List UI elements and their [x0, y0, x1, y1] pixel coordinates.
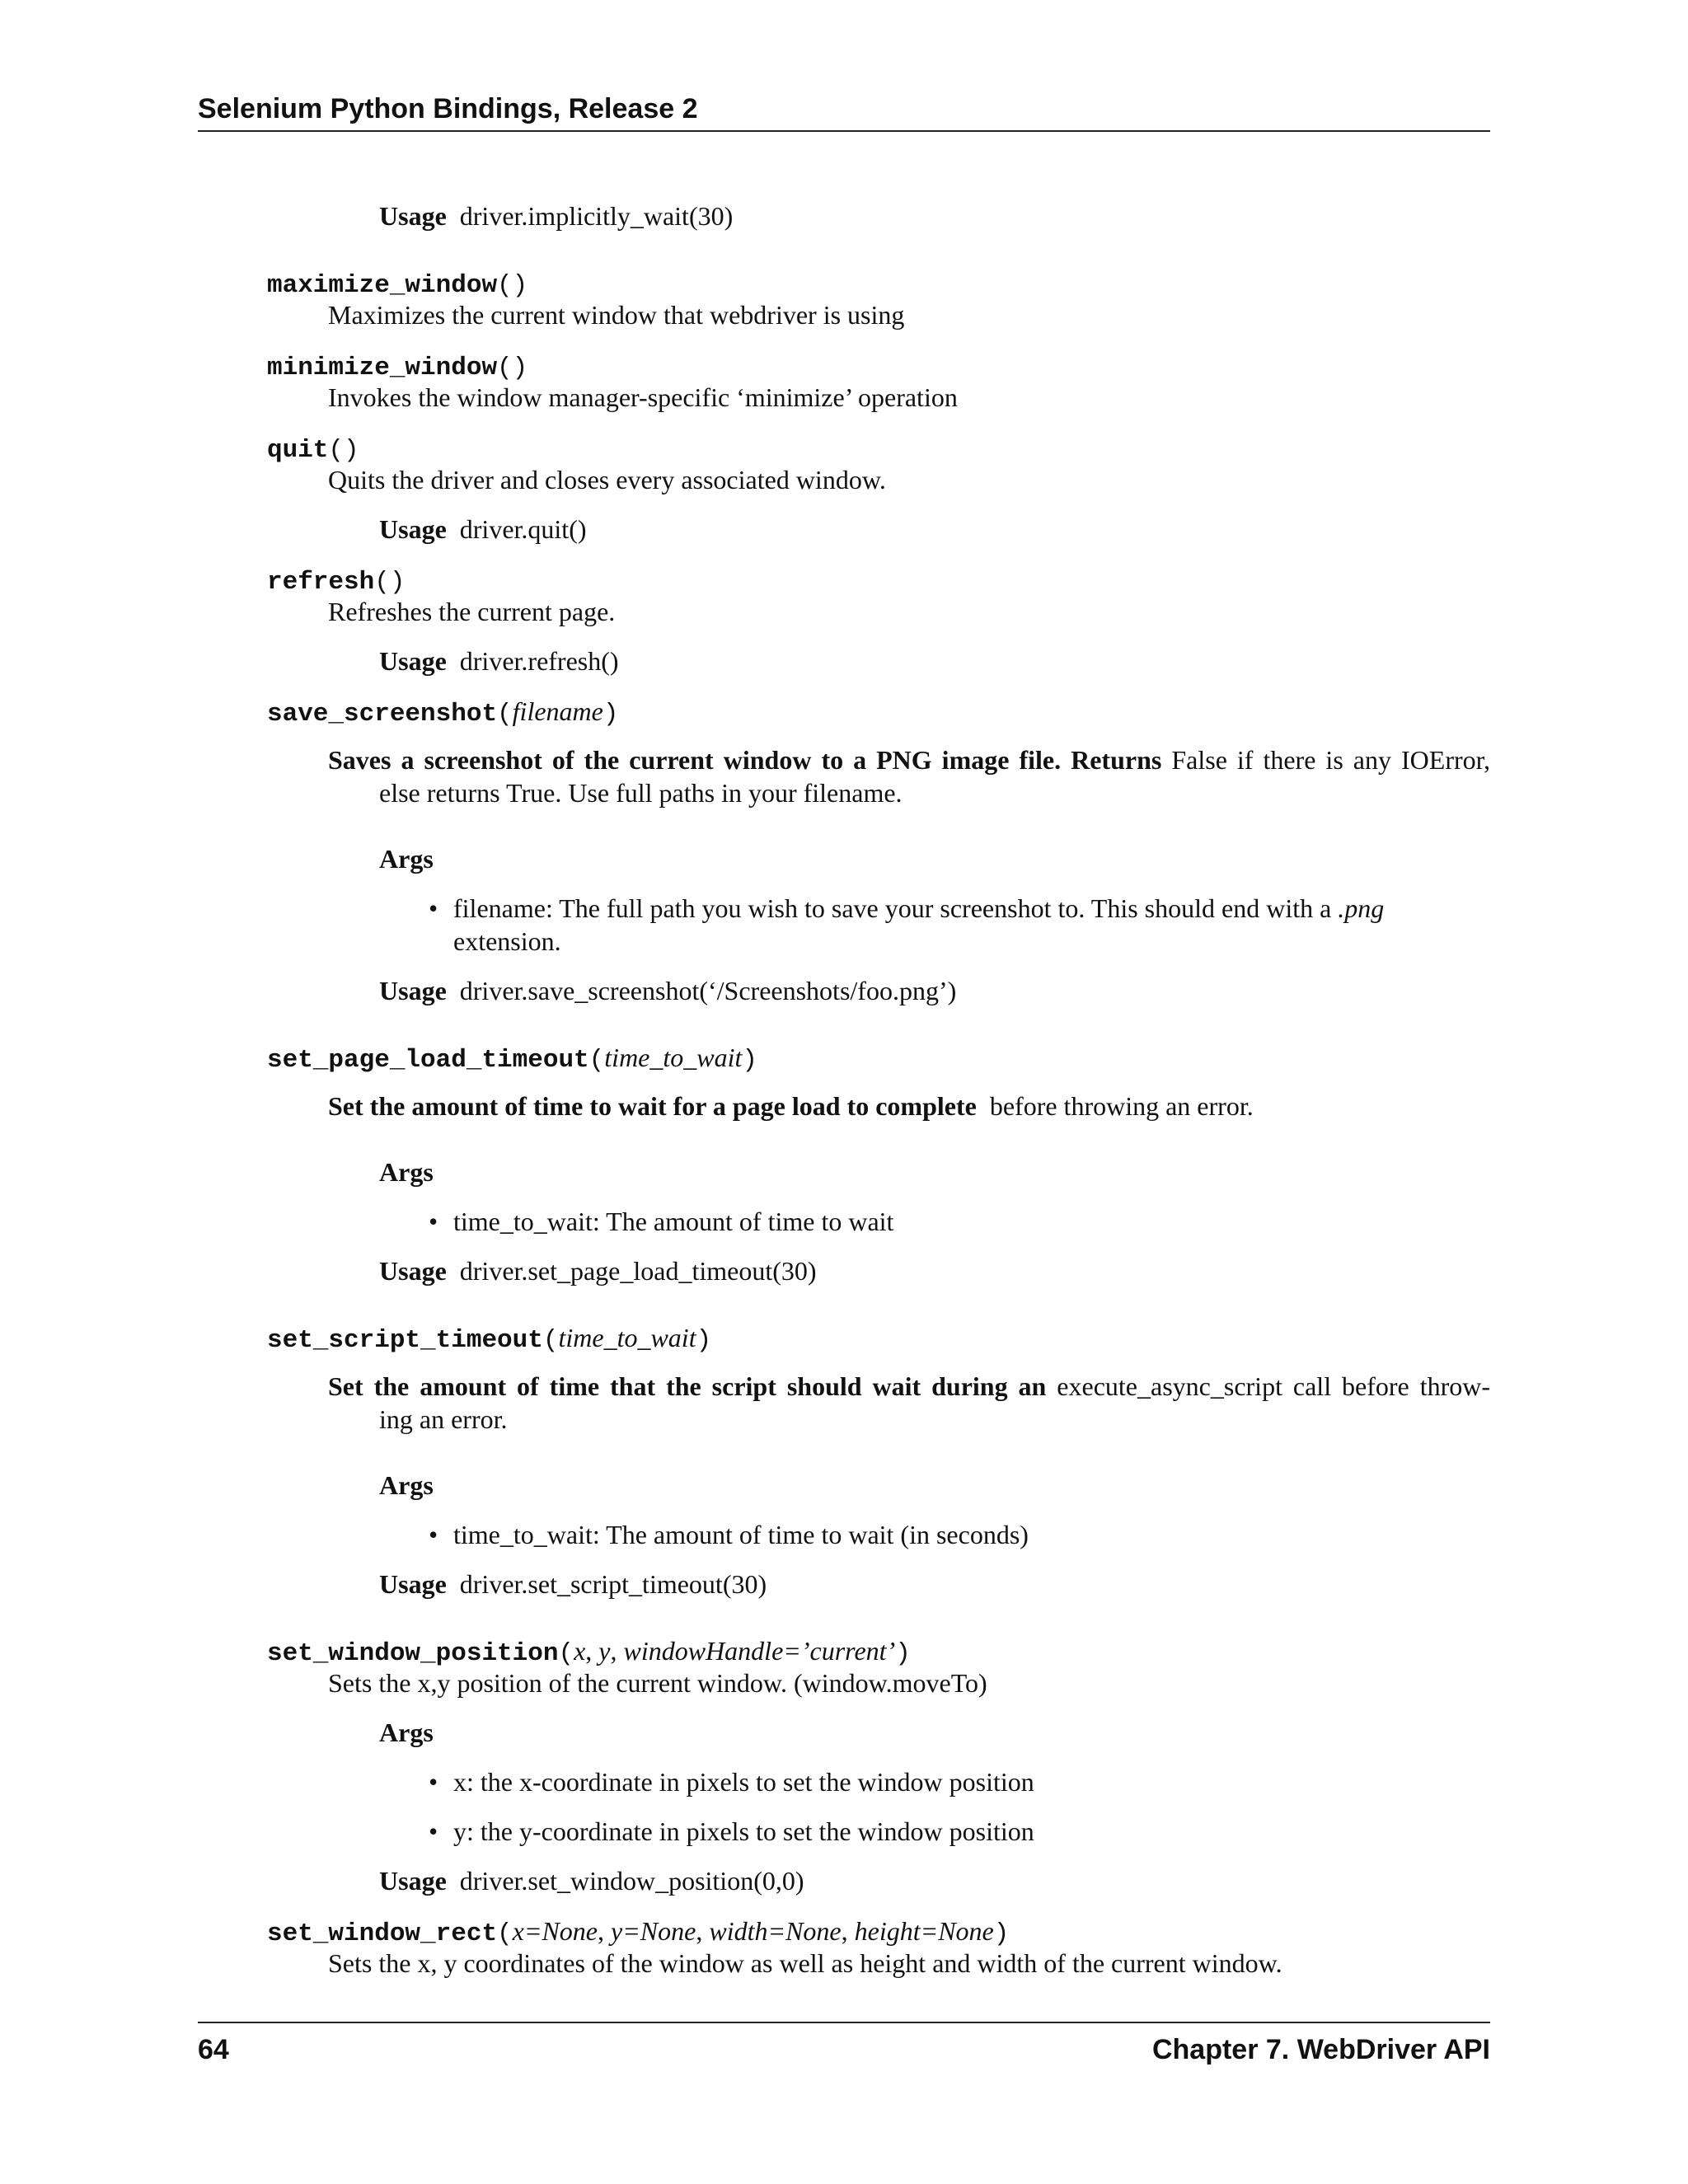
- method-name: minimize_window: [267, 354, 498, 382]
- usage-code: driver.quit(): [459, 514, 587, 544]
- usage-code: driver.set_script_timeout(30): [459, 1569, 767, 1599]
- usage-label: Usage: [379, 976, 447, 1005]
- arg-text: y: the y-coordinate in pixels to set the window position: [453, 1816, 1034, 1846]
- usage-code: driver.set_window_position(0,0): [459, 1866, 804, 1896]
- arg-ext: .png: [1338, 893, 1385, 923]
- set-window-position-description: Sets the x,y position of the current window. (window.moveTo): [328, 1668, 987, 1698]
- param-window-handle: windowHandle=’current’: [623, 1636, 896, 1666]
- set-window-position-arg-y: [429, 1815, 1034, 1848]
- set-script-timeout-args-label: Args: [379, 1470, 434, 1500]
- method-parens: (): [374, 568, 406, 597]
- save-screenshot-usage: [379, 974, 956, 1007]
- set-page-load-timeout-arg: [429, 1205, 893, 1238]
- param-y: y=None: [611, 1916, 696, 1946]
- param-close: ): [895, 1639, 911, 1668]
- arg-text: x: the x-coordinate in pixels to set the window position: [453, 1767, 1034, 1797]
- usage-label: Usage: [379, 514, 447, 544]
- maximize-window-description: Maximizes the current window that webdriver is using: [328, 300, 905, 330]
- save-screenshot-signature: [267, 695, 618, 731]
- method-name: set_script_timeout: [267, 1326, 543, 1355]
- arg-text: filename: The full path you wish to save your screenshot to. This should end with a: [453, 893, 1332, 923]
- method-name: set_window_position: [267, 1639, 559, 1668]
- param-close: ): [742, 1046, 757, 1075]
- method-parens: (): [497, 271, 528, 300]
- set-page-load-timeout-signature: [267, 1041, 757, 1077]
- param-height: height=None: [854, 1916, 994, 1946]
- page-footer: [198, 2022, 1490, 2073]
- method-name: set_page_load_timeout: [267, 1046, 589, 1075]
- set-script-timeout-arg: [429, 1518, 1029, 1551]
- set-window-rect-signature: [267, 1915, 1009, 1951]
- returns-text: False if there is any IOError,: [1171, 745, 1491, 775]
- description-bold: Set the amount of time to wait for a page load to complete: [328, 1091, 977, 1121]
- param-close: ): [603, 700, 619, 729]
- param-x: x=None: [512, 1916, 598, 1946]
- save-screenshot-arg-filename: [429, 892, 1384, 925]
- minimize-window-description: Invokes the window manager-specific ‘minimize’ operation: [328, 382, 958, 412]
- param-open: (: [558, 1639, 574, 1668]
- bullet: •: [429, 1816, 438, 1846]
- param-sep: ,: [696, 1916, 710, 1946]
- page-number: 64: [198, 2034, 229, 2065]
- quit-usage: [379, 513, 587, 546]
- set-script-timeout-usage: [379, 1568, 767, 1601]
- implicitly-wait-usage: [379, 199, 733, 232]
- description-rest: before throwing an error.: [989, 1091, 1254, 1121]
- param-time-to-wait: time_to_wait: [558, 1323, 696, 1352]
- set-window-position-arg-x: [429, 1765, 1034, 1798]
- refresh-signature: [267, 563, 405, 599]
- param-sep: ,: [585, 1636, 599, 1666]
- set-script-timeout-signature: [267, 1321, 711, 1357]
- method-name: refresh: [267, 568, 375, 597]
- method-name: set_window_rect: [267, 1919, 498, 1948]
- quit-description: Quits the driver and closes every associated window.: [328, 465, 886, 494]
- arg-text: time_to_wait: The amount of time to wait: [453, 1207, 894, 1236]
- method-parens: (): [497, 354, 528, 382]
- param-open: (: [497, 1919, 513, 1948]
- usage-code: driver.implicitly_wait(30): [459, 201, 734, 231]
- quit-signature: [267, 431, 359, 467]
- set-window-position-signature: [267, 1634, 911, 1671]
- set-script-timeout-description-cont: ing an error.: [379, 1404, 508, 1434]
- refresh-description: Refreshes the current page.: [328, 597, 616, 626]
- save-screenshot-arg-cont: extension.: [453, 926, 561, 956]
- maximize-window-signature: [267, 266, 528, 302]
- bullet: •: [429, 1207, 438, 1236]
- usage-label: Usage: [379, 646, 447, 676]
- usage-label: Usage: [379, 1569, 447, 1599]
- param-x: x: [574, 1636, 586, 1666]
- set-window-position-usage: [379, 1864, 804, 1897]
- usage-code: driver.save_screenshot(‘/Screenshots/foo.png’): [459, 976, 957, 1005]
- param-open: (: [542, 1326, 559, 1355]
- page-header: [198, 92, 1490, 132]
- set-window-position-args-label: Args: [379, 1718, 434, 1747]
- usage-label: Usage: [379, 1256, 447, 1286]
- usage-code: driver.refresh(): [459, 646, 619, 676]
- usage-code: driver.set_page_load_timeout(30): [459, 1256, 817, 1286]
- header-title: Selenium Python Bindings, Release 2: [198, 93, 698, 124]
- param-open: (: [497, 700, 513, 729]
- set-page-load-timeout-usage: [379, 1254, 817, 1287]
- param-time-to-wait: time_to_wait: [604, 1043, 743, 1072]
- description-bold: Set the amount of time that the script should wait during an: [328, 1371, 1047, 1401]
- param-open: (: [588, 1046, 605, 1075]
- arg-text: time_to_wait: The amount of time to wait (in seconds): [453, 1520, 1029, 1549]
- save-screenshot-returns-cont: else returns True. Use full paths in your filename.: [379, 778, 903, 808]
- method-name: save_screenshot: [267, 700, 498, 729]
- minimize-window-signature: [267, 349, 528, 385]
- description-bold: Saves a screenshot of the current window to a PNG image file.: [328, 745, 1062, 775]
- description-rest: execute_async_script call before throw-: [1057, 1371, 1491, 1401]
- param-width: width=None: [709, 1916, 842, 1946]
- bullet: •: [429, 1520, 438, 1549]
- method-name: quit: [267, 436, 329, 465]
- param-y: y: [598, 1636, 611, 1666]
- refresh-usage: [379, 644, 619, 677]
- set-page-load-timeout-args-label: Args: [379, 1157, 434, 1187]
- usage-label: Usage: [379, 201, 447, 231]
- returns-label: Returns: [1071, 745, 1162, 775]
- set-window-rect-description: Sets the x, y coordinates of the window as well as height and width of the current window.: [328, 1948, 1282, 1978]
- method-name: maximize_window: [267, 271, 498, 300]
- param-filename: filename: [512, 696, 603, 726]
- param-sep: ,: [598, 1916, 611, 1946]
- usage-label: Usage: [379, 1866, 447, 1896]
- save-screenshot-description: [328, 743, 1490, 776]
- bullet: •: [429, 1767, 438, 1797]
- method-parens: (): [328, 436, 359, 465]
- chapter-title: Chapter 7. WebDriver API: [1151, 2034, 1490, 2065]
- set-page-load-timeout-description: [328, 1090, 1254, 1122]
- bullet: •: [429, 893, 438, 923]
- param-close: ): [696, 1326, 712, 1355]
- set-script-timeout-description: [328, 1370, 1490, 1403]
- save-screenshot-args-label: Args: [379, 844, 434, 874]
- param-sep: ,: [610, 1636, 624, 1666]
- param-close: ): [993, 1919, 1010, 1948]
- param-sep: ,: [841, 1916, 855, 1946]
